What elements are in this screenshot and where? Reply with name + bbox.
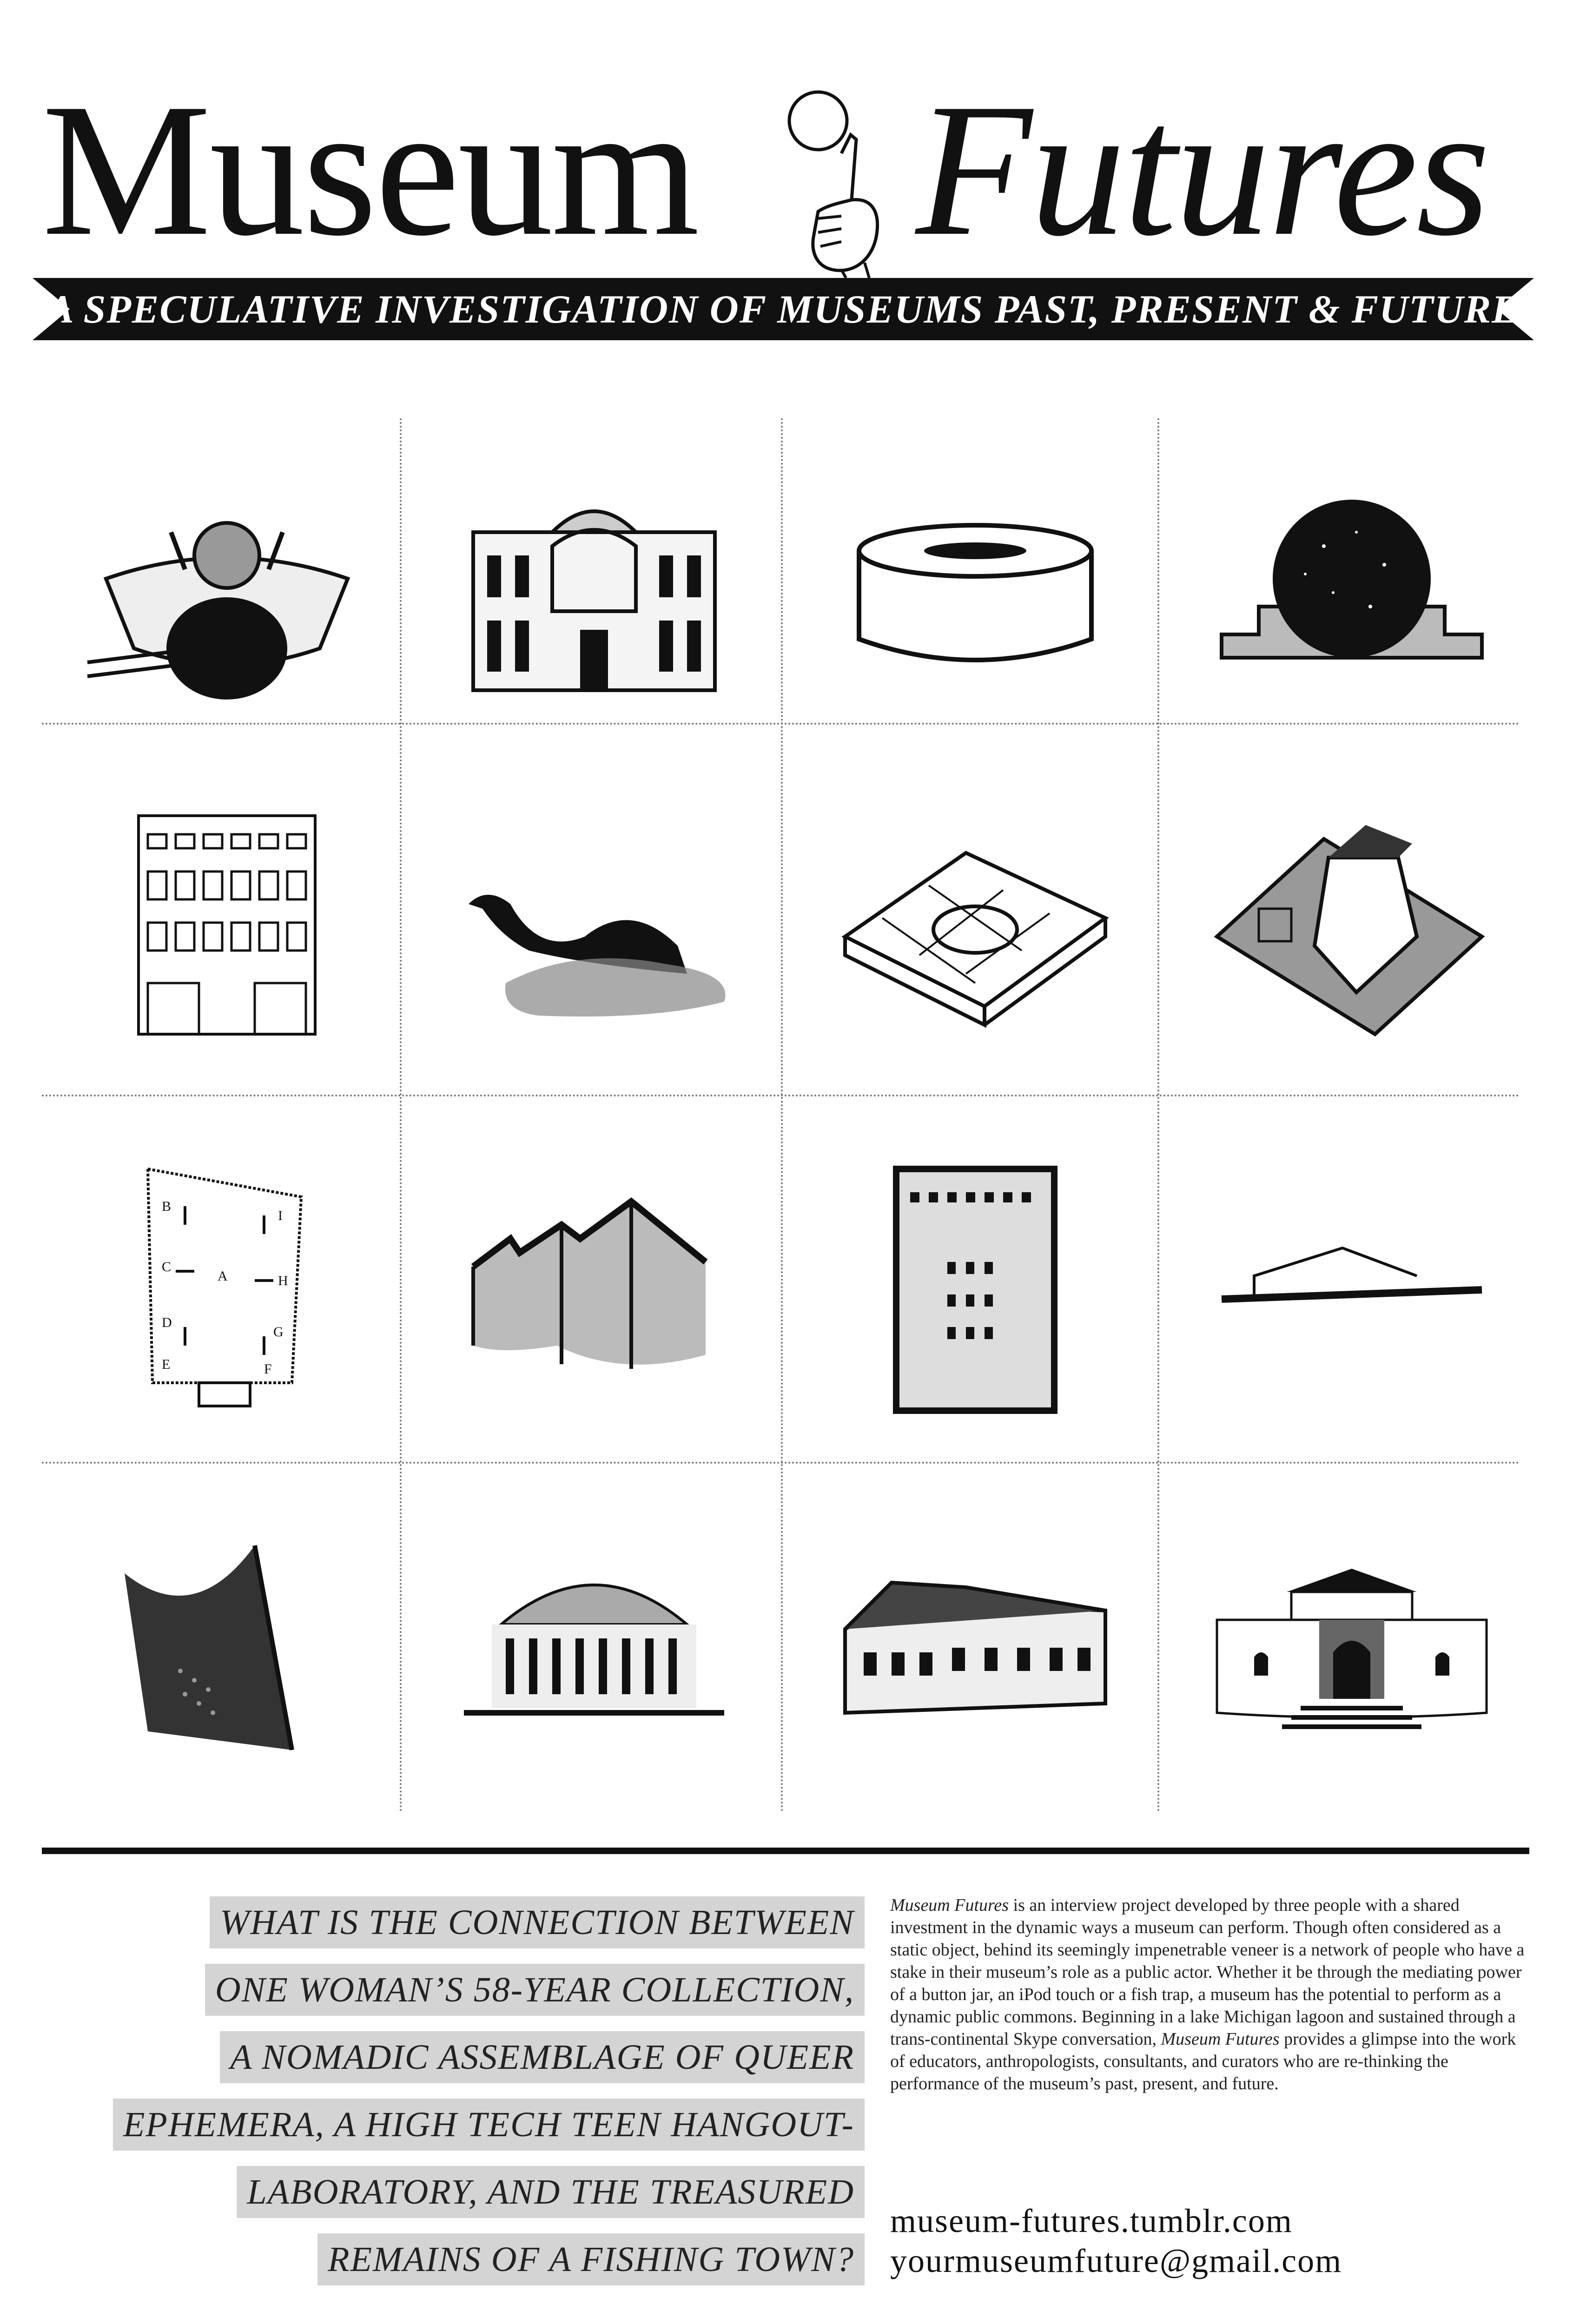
isometric-interior-model-icon	[1203, 797, 1500, 1057]
illustration-cell	[42, 753, 411, 1102]
illustration-cell	[1167, 1473, 1536, 1822]
plan-letter: B	[161, 1199, 171, 1214]
question-line: LABORATORY, AND THE TREASURED	[237, 2166, 865, 2218]
title-museum: Museum	[42, 64, 698, 275]
question-line: ONE WOMAN’S 58-YEAR COLLECTION,	[205, 1964, 865, 2016]
sawtooth-roof-icon	[445, 1160, 743, 1420]
plan-letter: D	[161, 1315, 172, 1330]
illustration-cell	[409, 1473, 779, 1822]
illustration-cell	[1167, 418, 1536, 767]
illustration-cell	[790, 1473, 1160, 1822]
grid-divider	[781, 418, 783, 1813]
plan-letter: I	[278, 1208, 283, 1223]
cat-face-icon	[78, 462, 376, 723]
flat-pavilion-icon	[1203, 1160, 1500, 1420]
project-description	[890, 1894, 1532, 2095]
illustration-grid	[42, 418, 1520, 1813]
description-text: is an interview project developed by three people with a shared investment in the dynamic ways a museum can perform. Though often considered as a static object, behind its seemingly impenetrable veneer is a network of people who have a stake in their museum’s role as a public actor. Whether it be through the mediating power of a button jar, an iPod touch or a fish trap, a museum has the potential to perform as a dynamic public commons. Beginning in a lake Michigan lagoon and sustained through a trans-continental Skype conversation,	[890, 1895, 1525, 2049]
title-futures: Futures	[916, 64, 1489, 275]
illustration-cell	[42, 1473, 411, 1822]
plan-letter: G	[273, 1324, 284, 1340]
plan-letter: C	[161, 1259, 171, 1274]
arched-portal-building-icon	[1203, 1518, 1500, 1778]
cylindrical-building-icon	[826, 462, 1124, 723]
multistory-building-icon	[78, 797, 376, 1057]
project-name: Museum Futures	[890, 1895, 1009, 1915]
plan-letter: E	[161, 1357, 170, 1372]
illustration-cell	[42, 1116, 411, 1464]
illustration-cell	[1167, 753, 1536, 1102]
illustration-cell	[409, 753, 779, 1102]
illustration-cell	[409, 418, 779, 767]
questions-block	[37, 1896, 865, 2287]
website-link[interactable]: museum-futures.tumblr.com	[890, 2202, 1293, 2239]
subtitle-text: A SPECULATIVE INVESTIGATION OF MUSEUMS PAST, PRESENT & FUTURE	[47, 287, 1520, 331]
subtitle-banner	[33, 274, 1534, 344]
email-link[interactable]: yourmuseumfuture@gmail.com	[890, 2242, 1342, 2279]
sea-monster-icon	[445, 797, 743, 1057]
question-line: A NOMADIC ASSEMBLAGE OF QUEER	[220, 2031, 865, 2083]
ornate-museum-facade-icon	[445, 462, 743, 723]
illustration-cell	[1167, 1116, 1536, 1464]
plan-letter: A	[217, 1268, 228, 1284]
pointing-hand-icon	[772, 84, 906, 279]
domed-planetarium-icon	[1203, 462, 1500, 723]
illustration-cell	[409, 1116, 779, 1464]
curved-concert-hall-icon	[78, 1518, 376, 1778]
windowed-tower-icon	[826, 1160, 1124, 1420]
illustration-cell	[42, 418, 411, 767]
project-name: Museum Futures	[1161, 2029, 1280, 2049]
question-line: WHAT IS THE CONNECTION BETWEEN	[210, 1896, 865, 1948]
isometric-courtyard-model-icon	[826, 797, 1124, 1057]
footer-rule	[42, 1848, 1529, 1854]
floor-plan-icon	[78, 1160, 376, 1420]
poster-title	[0, 64, 1573, 275]
contact-block	[890, 2201, 1541, 2281]
illustration-cell	[790, 753, 1160, 1102]
question-line: EPHEMERA, A HIGH TECH TEEN HANGOUT-	[113, 2099, 865, 2151]
rotunda-colonnade-icon	[445, 1518, 743, 1778]
old-manor-house-icon	[826, 1518, 1124, 1778]
plan-letter: H	[278, 1273, 288, 1288]
illustration-cell	[790, 418, 1160, 767]
description-text: provides a glimpse into the work of educators, anthropologists, consultants, and curators who are re-thinking the performance of the museum’s past, present, and future.	[890, 2029, 1516, 2093]
question-line: REMAINS OF A FISHING TOWN?	[317, 2233, 865, 2285]
plan-letter: F	[264, 1361, 272, 1377]
illustration-cell	[790, 1116, 1160, 1464]
